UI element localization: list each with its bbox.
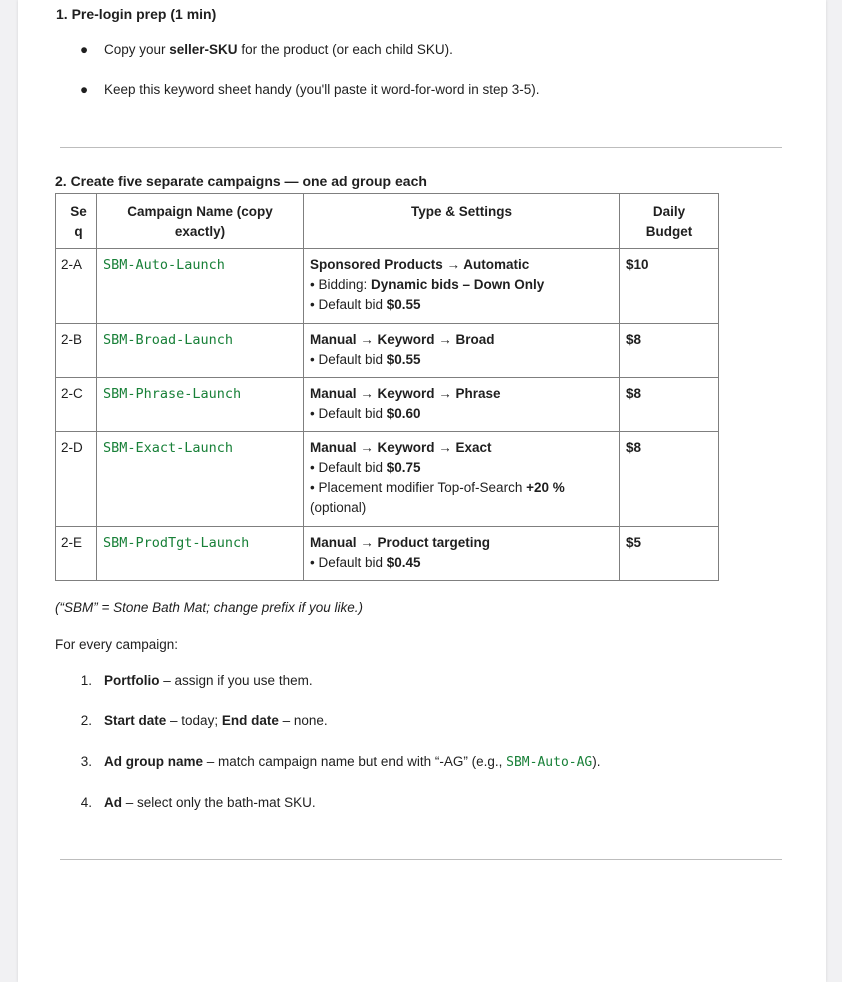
horizontal-rule [60,859,782,860]
cell-daily-budget: $8 [620,378,719,432]
cell-daily-budget: $10 [620,249,719,324]
cell-daily-budget: $8 [620,324,719,378]
list-item: 2. Start date – today; End date – none. [80,713,328,728]
section2-heading: 2. Create five separate campaigns — one ad group each [55,173,427,189]
table-row [56,432,719,527]
list-item: 4. Ad – select only the bath-mat SKU. [80,795,316,810]
table-header-row [56,194,719,249]
bullet-item-2 [80,82,780,100]
prefix-note: (“SBM” = Stone Bath Mat; change prefix if you like.) [55,600,364,615]
table-row [56,527,719,581]
header-daily-budget: Daily Budget [620,194,719,249]
list-item: 1. Portfolio – assign if you use them. [80,673,313,688]
horizontal-rule [60,147,782,148]
bullet-icon: ● [80,82,89,97]
header-seq: Se q [56,194,97,249]
cell-campaign-name: SBM-Auto-Launch [97,249,304,324]
header-type-settings: Type & Settings [304,194,620,249]
document-page [18,0,826,982]
cell-seq: 2-C [56,378,97,432]
cell-type-settings: Manual → Keyword → Exact • Default bid $0.75 • Placement modifier Top-of-Search +20 % (optional) [304,432,620,527]
section1-heading: 1. Pre-login prep (1 min) [56,6,217,22]
bullet-item-1 [80,42,780,60]
cell-seq: 2-D [56,432,97,527]
cell-campaign-name: SBM-ProdTgt-Launch [97,527,304,581]
bullet-text: Keep this keyword sheet handy (you'll paste it word-for-word in step 3-5). [104,82,540,97]
cell-campaign-name: SBM-Exact-Launch [97,432,304,527]
cell-type-settings: Manual → Keyword → Phrase • Default bid $0.60 [304,378,620,432]
cell-type-settings: Manual → Product targeting • Default bid $0.45 [304,527,620,581]
table-row [56,378,719,432]
list-item: 3. Ad group name – match campaign name but end with “-AG” (e.g., SBM-Auto-AG). [80,754,601,770]
cell-type-settings: Manual → Keyword → Broad • Default bid $0.55 [304,324,620,378]
cell-campaign-name: SBM-Phrase-Launch [97,378,304,432]
every-campaign-label: For every campaign: [55,637,179,652]
cell-seq: 2-E [56,527,97,581]
cell-type-settings: Sponsored Products → Automatic • Bidding: Dynamic bids – Down Only • Default bid $0.55 [304,249,620,324]
cell-campaign-name: SBM-Broad-Launch [97,324,304,378]
cell-seq: 2-A [56,249,97,324]
cell-seq: 2-B [56,324,97,378]
table-row [56,249,719,324]
header-campaign-name: Campaign Name (copy exactly) [97,194,304,249]
inline-code: SBM-Auto-AG [506,755,593,770]
cell-daily-budget: $8 [620,432,719,527]
table-row [56,324,719,378]
bullet-icon: ● [80,42,89,57]
bullet-text: Copy your seller-SKU for the product (or each child SKU). [104,42,453,57]
cell-daily-budget: $5 [620,527,719,581]
campaign-table [55,193,719,581]
